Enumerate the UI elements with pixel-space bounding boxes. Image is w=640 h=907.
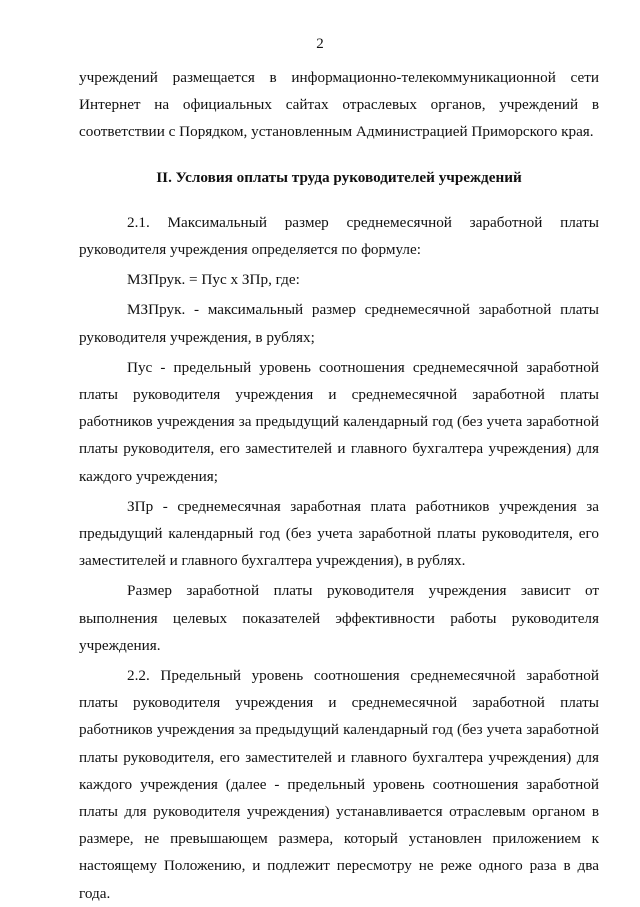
definition-pus: Пус - предельный уровень соотношения среднемесячной заработной платы руководителя учреждения и среднемесячной заработной платы работников учреждения за предыдущий календарный год (без учета заработной платы руководителя, его заместителей и главного бухгалтера учреждения) для каждого учреждения;	[79, 358, 599, 485]
paragraph-2-2: 2.2. Предельный уровень соотношения среднемесячной заработной платы руководителя учреждения и среднемесячной заработной платы работников учреждения за предыдущий календарный год (без учета заработной платы руководителя, его заместителей и главного бухгалтера учреждения) для каждого учреждения (далее - предельный уровень соотношения заработной платы для руководителя учреждения) устанавливается отраслевым органом в размере, не превышающем размера, который установлен приложением к настоящему Положению, и подлежит пересмотру не реже одного раза в два года.	[79, 667, 599, 902]
page-number: 2	[316, 36, 324, 52]
definition-mzp: МЗПрук. - максимальный размер среднемесячной заработной платы руководителя учреждения, в рублях;	[79, 301, 599, 346]
formula: МЗПрук. = Пус х ЗПр, где:	[127, 271, 300, 289]
definition-zpr: ЗПр - среднемесячная заработная плата работников учреждения за предыдущий календарный год (без учета заработной платы руководителя, его заместителей и главного бухгалтера учреждения), в рублях.	[79, 497, 599, 570]
document-body	[79, 64, 599, 907]
paragraph-2-1: 2.1. Максимальный размер среднемесячной заработной платы руководителя учреждения определяется по формуле:	[79, 213, 599, 259]
section-heading: II. Условия оплаты труда руководителей учреждений	[156, 168, 522, 186]
intro-paragraph: учреждений размещается в информационно-телекоммуникационной сети Интернет на официальных сайтах отраслевых органов, учреждений в соответствии с Порядком, установленным Администрацией Приморского края.	[79, 69, 599, 141]
salary-dependency-paragraph: Размер заработной платы руководителя учреждения зависит от выполнения целевых показателей эффективности работы руководителя учреждения.	[79, 582, 599, 654]
